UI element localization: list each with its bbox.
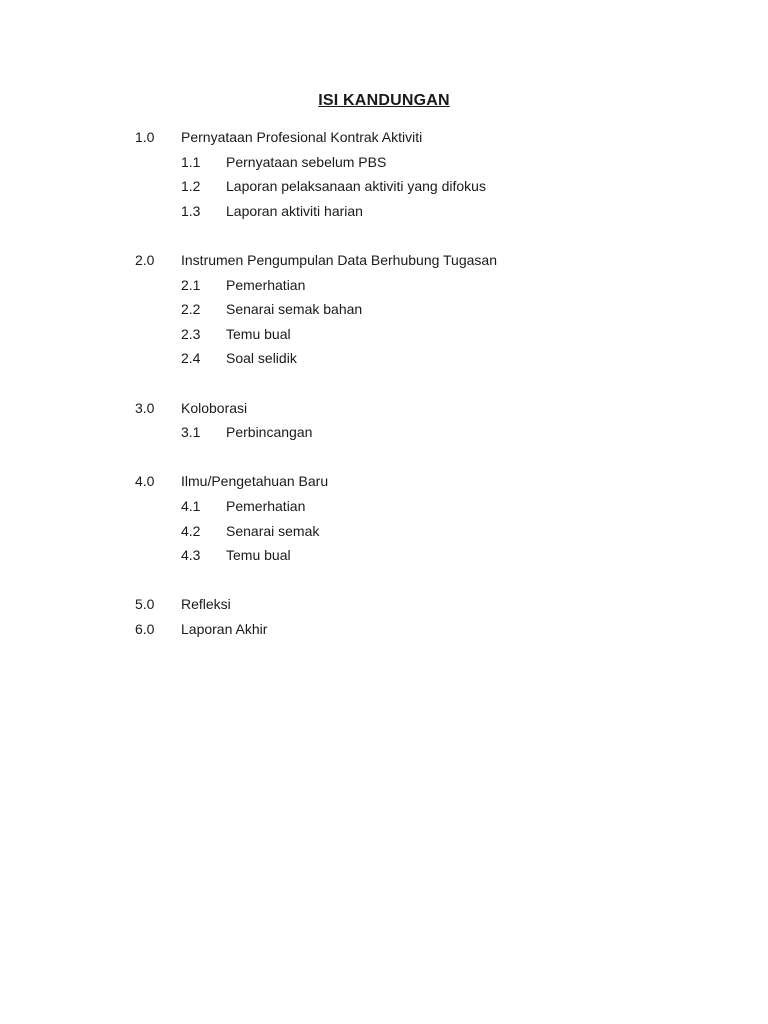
toc-subsection-label: Temu bual bbox=[226, 325, 291, 342]
toc-section-number: 4.0 bbox=[135, 473, 155, 490]
toc-section-label: Ilmu/Pengetahuan Baru bbox=[181, 473, 329, 490]
toc-subsection-number: 2.1 bbox=[181, 276, 201, 293]
toc-subsection-label: Senarai semak bbox=[226, 522, 320, 539]
toc-section-label: Pernyataan Profesional Kontrak Aktiviti bbox=[181, 129, 423, 145]
toc-section-label: Koloborasi bbox=[181, 399, 248, 416]
toc-subsection-label: Laporan aktiviti harian bbox=[226, 202, 363, 219]
toc-subsection-number: 3.1 bbox=[181, 424, 201, 441]
toc-subsection-label: Temu bual bbox=[226, 547, 291, 564]
toc-subsection-number: 4.2 bbox=[181, 522, 201, 539]
toc-subsection-label: Pemerhatian bbox=[226, 498, 306, 514]
toc-section-label: Refleksi bbox=[181, 596, 231, 613]
toc-subsection-number: 1.1 bbox=[181, 153, 201, 170]
toc-subsection-label: Senarai semak bahan bbox=[226, 301, 363, 318]
toc-subsection-label: Pernyataan sebelum PBS bbox=[226, 153, 387, 170]
toc-subsection-number: 4.3 bbox=[181, 547, 201, 564]
toc-section-number: 6.0 bbox=[135, 621, 155, 637]
toc-subsection-label: Perbincangan bbox=[226, 424, 313, 441]
toc-section-number: 3.0 bbox=[135, 399, 155, 416]
toc-subsection-number: 1.3 bbox=[181, 202, 201, 219]
toc-section-label: Laporan Akhir bbox=[181, 621, 268, 637]
toc-section-label: Instrumen Pengumpulan Data Berhubung Tugasan bbox=[181, 252, 497, 268]
toc-section-number: 5.0 bbox=[135, 596, 155, 613]
toc-subsection-number: 1.2 bbox=[181, 178, 201, 195]
toc-subsection-number: 4.1 bbox=[181, 498, 201, 514]
page-title: ISI KANDUNGAN bbox=[318, 92, 450, 109]
toc-subsection-number: 2.2 bbox=[181, 301, 201, 318]
toc-subsection-label: Pemerhatian bbox=[226, 276, 306, 293]
toc-subsection-label: Soal selidik bbox=[226, 350, 297, 367]
toc-subsection-number: 2.4 bbox=[181, 350, 201, 367]
toc-section-number: 1.0 bbox=[135, 129, 155, 145]
toc-section-number: 2.0 bbox=[135, 252, 155, 268]
toc-subsection-label: Laporan pelaksanaan aktiviti yang difokus bbox=[226, 178, 486, 195]
toc-subsection-number: 2.3 bbox=[181, 325, 201, 342]
